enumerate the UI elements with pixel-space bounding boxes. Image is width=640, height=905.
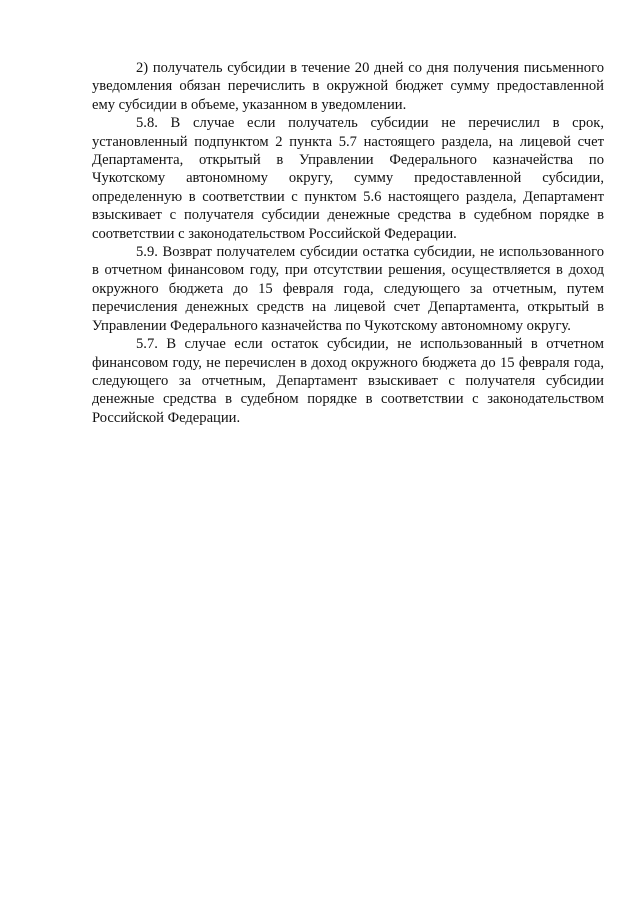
document-body bbox=[92, 59, 604, 427]
paragraph-5-8: 5.8. В случае если получатель субсидии не перечислил в срок, установленный подпунктом 2 пункта 5.7 настоящего раздела, на лицевой счет Департамента, открытый в Управлении Федерального казначейства по Чукотскому автономному округу, сумму предоставленной субсидии, определенную в соответствии с пунктом 5.6 настоящего раздела, Департамент взыскивает с получателя субсидии денежные средства в судебном порядке в соответствии с законодательством Российской Федерации. bbox=[92, 115, 604, 242]
paragraph-5-9: 5.9. Возврат получателем субсидии остатка субсидии, не использованного в отчетном финансовом году, при отсутствии решения, осуществляется в доход окружного бюджета до 15 февраля года, следующего за отчетным, путем перечисления денежных средств на лицевой счет Департамента, открытый в Управлении Федерального казначейства по Чукотскому автономному округу. bbox=[92, 244, 604, 334]
paragraph-repayment-term: 2) получатель субсидии в течение 20 дней со дня получения письменного уведомления обязан перечислить в окружной бюджет сумму предоставленной ему субсидии в объеме, указанном в уведомлении. bbox=[92, 60, 604, 113]
paragraph-5-7: 5.7. В случае если остаток субсидии, не использованный в отчетном финансовом году, не перечислен в доход окружного бюджета до 15 февраля года, следующего за отчетным, Департамент взыскивает с получателя субсидии денежные средства в судебном порядке в соответствии с законодательством Российской Федерации. bbox=[92, 336, 604, 426]
